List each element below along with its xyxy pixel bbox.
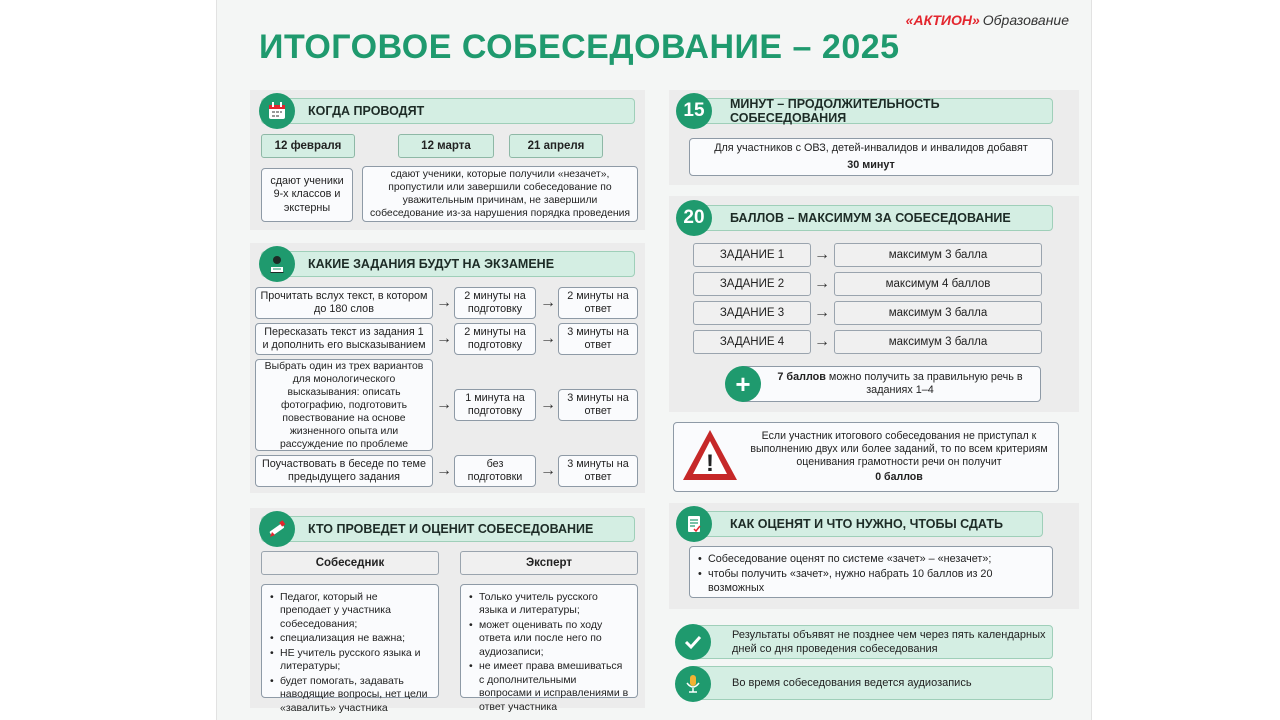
score-arrow-2: → <box>814 275 830 292</box>
task-1-description: Прочитать вслух текст, в котором до 180 слов <box>255 287 433 319</box>
task-2-prep: 2 минуты на подготовку <box>454 323 536 355</box>
duration-note-text: Для участников с ОВЗ, детей-инвалидов и инвалидов добавят <box>714 142 1028 155</box>
results-text: Результаты объявят не позднее чем через пять календарных дней со дня проведения собеседования <box>732 628 1046 655</box>
expert-title: Эксперт <box>460 551 638 575</box>
interviewer-item: • специализация не важна; <box>270 632 430 645</box>
bonus-rest: можно получить за правильную речь в заданиях 1–4 <box>825 370 1023 396</box>
brand-name: Образование <box>982 12 1069 28</box>
interviewer-item: • Педагог, который не преподает у участника собеседования; <box>270 591 430 631</box>
infographic-page <box>216 0 1092 720</box>
expert-item: • Только учитель русского языка и литературы; <box>469 591 629 618</box>
expert-item: • не имеет права вмешиваться с дополнительными вопросами и исправлениями в ответ участника <box>469 660 629 714</box>
when-note-regular: сдают ученики 9-х классов и экстерны <box>261 168 353 222</box>
brand-logo-mark: «АКТИОН» <box>905 12 980 28</box>
task-1-arrow-prep: → <box>436 294 452 311</box>
results-note <box>687 625 1053 659</box>
bonus-bold: 7 баллов <box>777 370 826 383</box>
score-header <box>683 205 1053 231</box>
task-2-answer: 3 минуты на ответ <box>558 323 638 355</box>
score-arrow-3: → <box>814 304 830 321</box>
score-max-1: максимум 3 балла <box>834 243 1042 267</box>
task-3-arrow-answer: → <box>540 396 556 413</box>
task-4-description: Поучаствовать в беседе по теме предыдущего задания <box>255 455 433 487</box>
duration-header-label: МИНУТ – ПРОДОЛЖИТЕЛЬНОСТЬ СОБЕСЕДОВАНИЯ <box>730 97 940 125</box>
interviewer-item: • НЕ учитель русского языка и литературы; <box>270 647 430 674</box>
interviewer-title: Собеседник <box>261 551 439 575</box>
task-2-arrow-prep: → <box>436 330 452 347</box>
task-2-arrow-answer: → <box>540 330 556 347</box>
score-arrow-1: → <box>814 246 830 263</box>
microphone-icon <box>675 666 711 702</box>
score-arrow-4: → <box>814 333 830 350</box>
score-max-4: максимум 3 балла <box>834 330 1042 354</box>
score-task-4: ЗАДАНИЕ 4 <box>693 330 811 354</box>
score-task-1: ЗАДАНИЕ 1 <box>693 243 811 267</box>
warning-result: 0 баллов <box>875 471 923 484</box>
task-1-prep: 2 минуты на подготовку <box>454 287 536 319</box>
bonus-note <box>739 366 1041 402</box>
audio-text: Во время собеседования ведется аудиозапись <box>732 676 972 689</box>
task-4-arrow-prep: → <box>436 462 452 479</box>
task-4-prep: без подготовки <box>454 455 536 487</box>
pass-item: • чтобы получить «зачет», нужно набрать 10 баллов из 20 возможных <box>698 568 1044 596</box>
who-header-label: КТО ПРОВЕДЕТ И ОЦЕНИТ СОБЕСЕДОВАНИЕ <box>308 522 594 536</box>
duration-number: 15 <box>676 93 712 129</box>
audio-note <box>687 666 1053 700</box>
score-task-2: ЗАДАНИЕ 2 <box>693 272 811 296</box>
when-header-label: КОГДА ПРОВОДЯТ <box>308 104 425 118</box>
calendar-icon <box>259 93 295 129</box>
expert-list <box>460 584 638 713</box>
expert-item: • может оценивать по ходу ответа или после него по аудиозаписи; <box>469 619 629 659</box>
duration-extra: 30 минут <box>847 158 895 171</box>
pass-header <box>683 511 1043 537</box>
when-note-retake: сдают ученики, которые получили «незачет», пропустили или завершили собеседование по уважительным причинам, не завершили собеседование из-за нарушения порядка проведения <box>362 166 638 222</box>
who-header <box>261 516 635 542</box>
when-header <box>261 98 635 124</box>
task-3-prep: 1 минута на подготовку <box>454 389 536 421</box>
task-3-answer: 3 минуты на ответ <box>558 389 638 421</box>
score-max-3: максимум 3 балла <box>834 301 1042 325</box>
score-header-label: БАЛЛОВ – МАКСИМУМ ЗА СОБЕСЕДОВАНИЕ <box>730 211 1011 225</box>
date-mar-12: 12 марта <box>398 134 494 158</box>
interviewer-item: • будет помогать, задавать наводящие вопросы, нет цели «завалить» участника <box>270 675 430 715</box>
duration-header <box>683 98 1053 124</box>
warning-text: Если участник итогового собеседования не приступал к выполнению двух или более заданий, то по всем критериям оценивания грамотности речи он получит <box>750 429 1048 468</box>
score-number: 20 <box>676 200 712 236</box>
tasks-header-label: КАКИЕ ЗАДАНИЯ БУДУТ НА ЭКЗАМЕНЕ <box>308 257 555 271</box>
warning-icon <box>681 427 739 483</box>
score-max-2: максимум 4 баллов <box>834 272 1042 296</box>
plus-icon: + <box>725 366 761 402</box>
brand-logo <box>906 12 1069 28</box>
pass-list <box>689 546 1053 598</box>
pencil-icon <box>259 511 295 547</box>
check-icon <box>675 624 711 660</box>
task-1-answer: 2 минуты на ответ <box>558 287 638 319</box>
pass-header-label: КАК ОЦЕНЯТ И ЧТО НУЖНО, ЧТОБЫ СДАТЬ <box>730 517 1003 531</box>
task-4-arrow-answer: → <box>540 462 556 479</box>
tasks-header <box>261 251 635 277</box>
student-icon <box>259 246 295 282</box>
duration-note <box>689 138 1053 176</box>
page-title: ИТОГОВОЕ СОБЕСЕДОВАНИЕ – 2025 <box>259 28 900 66</box>
task-3-arrow-prep: → <box>436 396 452 413</box>
date-apr-21: 21 апреля <box>509 134 603 158</box>
bonus-text <box>764 371 1036 398</box>
interviewer-list <box>261 584 439 714</box>
task-1-arrow-answer: → <box>540 294 556 311</box>
task-3-description: Выбрать один из трех вариантов для монологического высказывания: описать фотографию, подготовить повествование на основе жизненного опыта или рассуждение по проблеме <box>255 359 433 451</box>
task-2-description: Пересказать текст из задания 1 и дополнить его высказыванием <box>255 323 433 355</box>
warning-sign: ! <box>706 450 714 477</box>
task-4-answer: 3 минуты на ответ <box>558 455 638 487</box>
date-feb-12: 12 февраля <box>261 134 355 158</box>
pass-item: • Собеседование оценят по системе «зачет» – «незачет»; <box>698 553 1044 567</box>
document-icon <box>676 506 712 542</box>
score-task-3: ЗАДАНИЕ 3 <box>693 301 811 325</box>
